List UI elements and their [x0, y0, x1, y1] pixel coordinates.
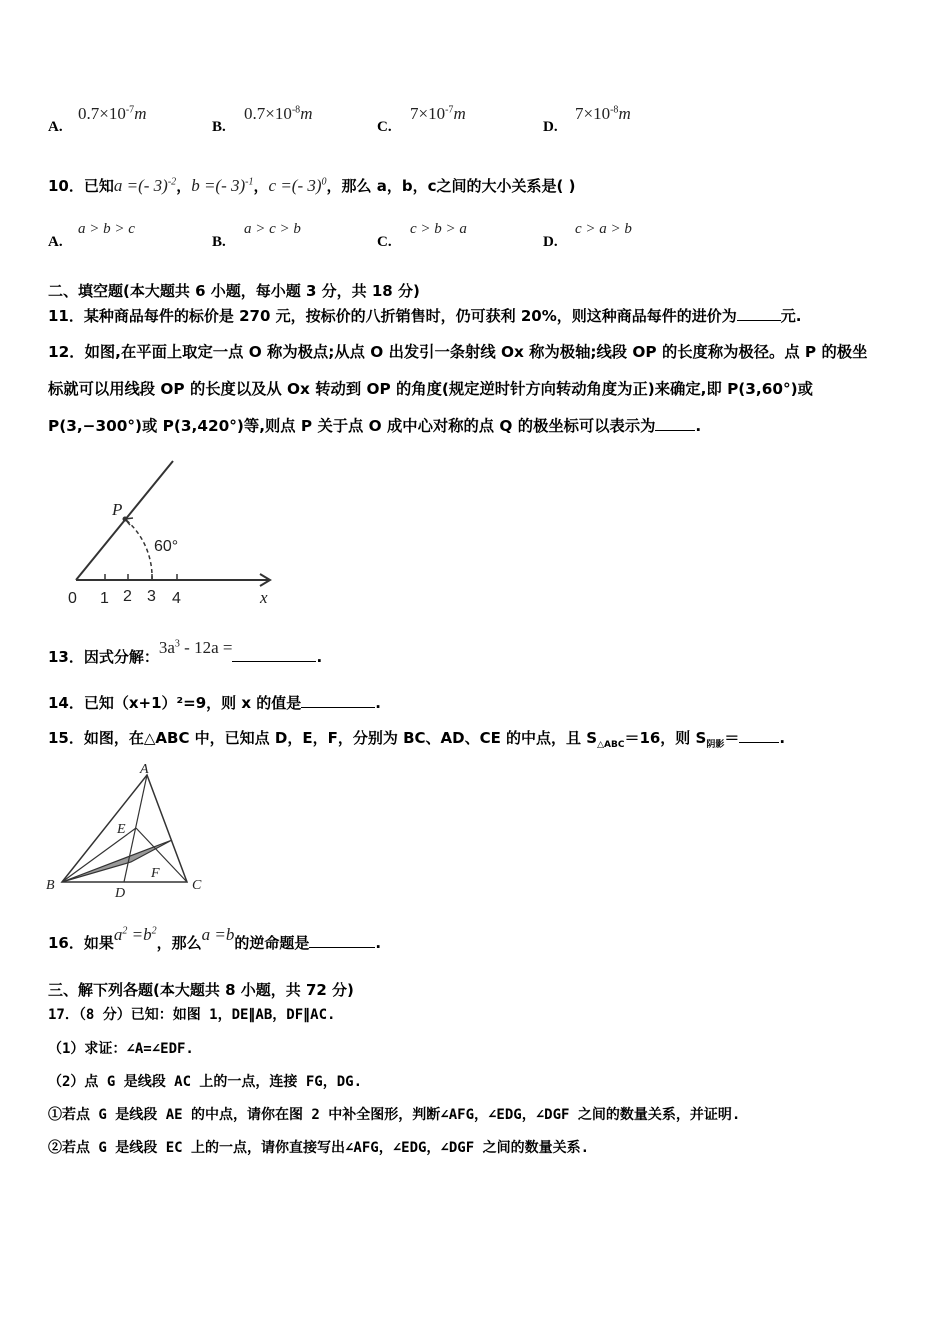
q10-a: a =(- 3)$^{-2}$ — [113, 176, 177, 195]
q11: 11．某种商品每件的标价是 270 元，按标价的八折销售时，仍可获利 20%，则这种商品每件的进价为 元. — [48, 307, 802, 325]
vertex-label: B — [46, 878, 55, 893]
q16: 16．如果$a^2 =b^2$，那么a =b的逆命题是 . — [48, 925, 382, 952]
q9-option-a — [48, 116, 63, 136]
option-letter: B. — [212, 234, 226, 250]
q10-option-c-expr: c > b > a — [410, 221, 467, 237]
answer-blank[interactable] — [655, 430, 695, 431]
q10-b: b =(- 3)$^{-1}$ — [191, 176, 254, 195]
q9-option-d: D. — [543, 119, 558, 135]
answer-blank[interactable] — [232, 661, 316, 662]
option-letter: A. — [48, 119, 63, 135]
q17-line2: （1）求证：∠A=∠EDF. — [48, 1041, 194, 1057]
q10-option-d-expr: c > a > b — [575, 221, 632, 237]
q12-line3: P(3,−300°)或 P(3,420°)等,则点 P 关于点 O 成中心对称的点 Q 的极坐标可以表示为 . — [48, 417, 702, 435]
q12-line1: 12．如图,在平面上取定一点 O 称为极点;从点 O 出发引一条射线 Ox 称为极轴;线段 OP 的长度称为极径。点 P 的极坐 — [48, 343, 868, 361]
q15: 15．如图，在△ABC 中，已知点 D，E，F，分别为 BC、AD、CE 的中点，且 $S_{\triangle ABC}=16$，则 $S_{阴影}=$ . — [48, 729, 786, 750]
q14: 14．已知（x+1）²=9，则 x 的值是 . — [48, 694, 381, 712]
q13: 13．因式分解：$3a^3 - 12a$ = . — [48, 638, 323, 666]
q9-option-b-expr: $0.7\times 10^{-8}m$ — [244, 104, 313, 123]
answer-blank[interactable] — [309, 947, 375, 948]
label-angle: 60° — [154, 538, 179, 555]
q17-line5: ②若点 G 是线段 EC 上的一点，请你直接写出∠AFG，∠EDG，∠DGF 之间的数量关系. — [48, 1140, 590, 1156]
q17-line3: （2）点 G 是线段 AC 上的一点，连接 FG，DG. — [48, 1074, 363, 1090]
q9-option-a-expr: $0.7\times 10^{-7}m$ — [78, 104, 147, 123]
section-heading: 三、解下列各题(本大题共 8 小题，共 72 分) — [48, 981, 354, 999]
option-letter: A. — [48, 234, 63, 250]
vertex-label: C — [192, 878, 202, 893]
q9-option-c-expr: $7\times 10^{-7}m$ — [410, 104, 466, 123]
q16-condition: $a^2 =b^2$ — [113, 925, 157, 944]
q9-option-b: B. — [212, 119, 226, 135]
q17-line4: ①若点 G 是线段 AE 的中点，请你在图 2 中补全图形，判断∠AFG，∠EDG，∠DGF 之间的数量关系，并证明. — [48, 1107, 741, 1123]
option-letter: C. — [377, 234, 392, 250]
option-letter: D. — [543, 234, 558, 250]
q10-stem: 10．已知a =(- 3)$^{-2}$，b =(- 3)$^{-1}$，c =(- 3)$^0$，那么 a，b，c之间的大小关系是( ) — [48, 176, 576, 195]
q10-c: c =(- 3)$^0$ — [268, 176, 327, 195]
q12-line2: 标就可以用线段 OP 的长度以及从 Ox 转动到 OP 的角度(规定逆时针方向转动角度为正)来确定,即 P(3,60°)或 — [48, 380, 813, 398]
point-p — [123, 517, 128, 522]
tick-label: 3 — [147, 588, 156, 605]
tick-label: 1 — [100, 590, 109, 607]
q16-conclusion: a =b — [201, 925, 235, 944]
answer-blank[interactable] — [737, 320, 781, 321]
q9-option-d-expr: $7\times 10^{-8}m$ — [575, 104, 631, 123]
q9-option-c: C. — [377, 119, 392, 135]
label-p: P — [112, 500, 123, 519]
tick-label: 0 — [68, 590, 77, 607]
q13-expr: $3a^3 - 12a$ = — [158, 638, 233, 657]
vertex-label: E — [117, 822, 126, 837]
q10-option-a-expr: a > b > c — [78, 221, 135, 237]
polar-figure — [60, 455, 290, 615]
q17-line1: 17．（8 分）已知：如图 1，DE∥AB，DF∥AC. — [48, 1007, 336, 1023]
vertex-label: D — [115, 886, 126, 900]
section-heading: 二、填空题(本大题共 6 小题，每小题 3 分，共 18 分) — [48, 282, 420, 300]
angle-arc — [125, 519, 152, 580]
vertex-label: A — [140, 762, 149, 777]
tick-label: 2 — [123, 588, 132, 605]
axis-label: x — [260, 588, 268, 607]
q10-option-b-expr: a > c > b — [244, 221, 301, 237]
tick-label: 4 — [172, 590, 181, 607]
answer-blank[interactable] — [739, 742, 779, 743]
triangle-figure — [40, 760, 220, 900]
vertex-label: F — [151, 866, 160, 881]
answer-blank[interactable] — [301, 707, 375, 708]
